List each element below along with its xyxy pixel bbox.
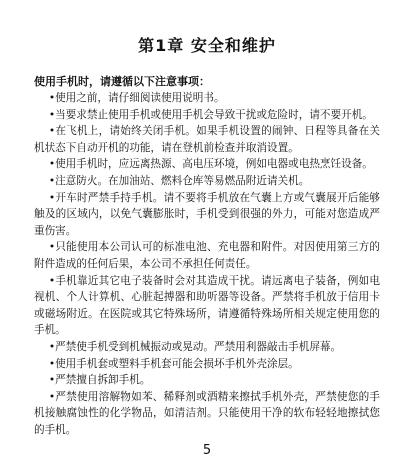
page-number: 5 [202,443,212,458]
list-item: •只能使用本公司认可的标准电池、充电器和附件。对因使用第三方的附件造成的任何后果，本公司不承担任何责任。 [34,241,380,270]
list-item: •当要求禁止使用手机或使用手机会导致干扰或危险时，请不要开机。 [48,108,373,121]
list-item: •开车时严禁手持手机。请不要将手机放在气囊上方或气囊展开后能够触及的区域内，以免气囊膨胀时，手机受到很强的外力，可能对您造成严重伤害。 [34,191,380,237]
list-item: •在飞机上，请始终关闭手机。如果手机设置的闹钟、日程等具备在关机状态下自动开机的功能，请在登机前检查并取消设置。 [34,125,380,154]
list-item: •使用手机时，应远离热源、高电压环境，例如电器或电热烹饪设备。 [48,158,373,171]
safety-precautions-list [34,90,380,438]
list-item: •注意防火。在加油站、燃料仓库等易燃品附近请关机。 [48,174,310,187]
list-item: •使用之前，请仔细阅读使用说明书。 [48,92,225,104]
list-item: •手机靠近其它电子装备时会对其造成干扰。请远离电子装备，例如电视机、个人计算机、心脏起搏器和助听器等设备。严禁将手机放于信用卡或磁场附近。在医院或其它特殊场所，请遵循特殊场所相关规定使用您的手机。 [34,274,380,337]
list-item: •使用手机套或塑料手机套可能会损坏手机外壳涂层。 [48,357,299,370]
list-item: •严禁擅自拆卸手机。 [48,374,151,387]
chapter-title: 第1章 安全和维护 [138,36,276,55]
section-subtitle: 使用手机时，请遵循以下注意事项： [34,75,210,88]
list-item: •严禁使手机受到机械振动或晃动。严禁用利器敲击手机屏幕。 [48,340,342,353]
list-item: •严禁使用溶解物如苯、稀释剂或酒精来擦拭手机外壳，严禁使您的手机接触腐蚀性的化学物品，如清洁剂。只能使用干净的软布轻轻地擦拭您的手机。 [34,390,380,436]
